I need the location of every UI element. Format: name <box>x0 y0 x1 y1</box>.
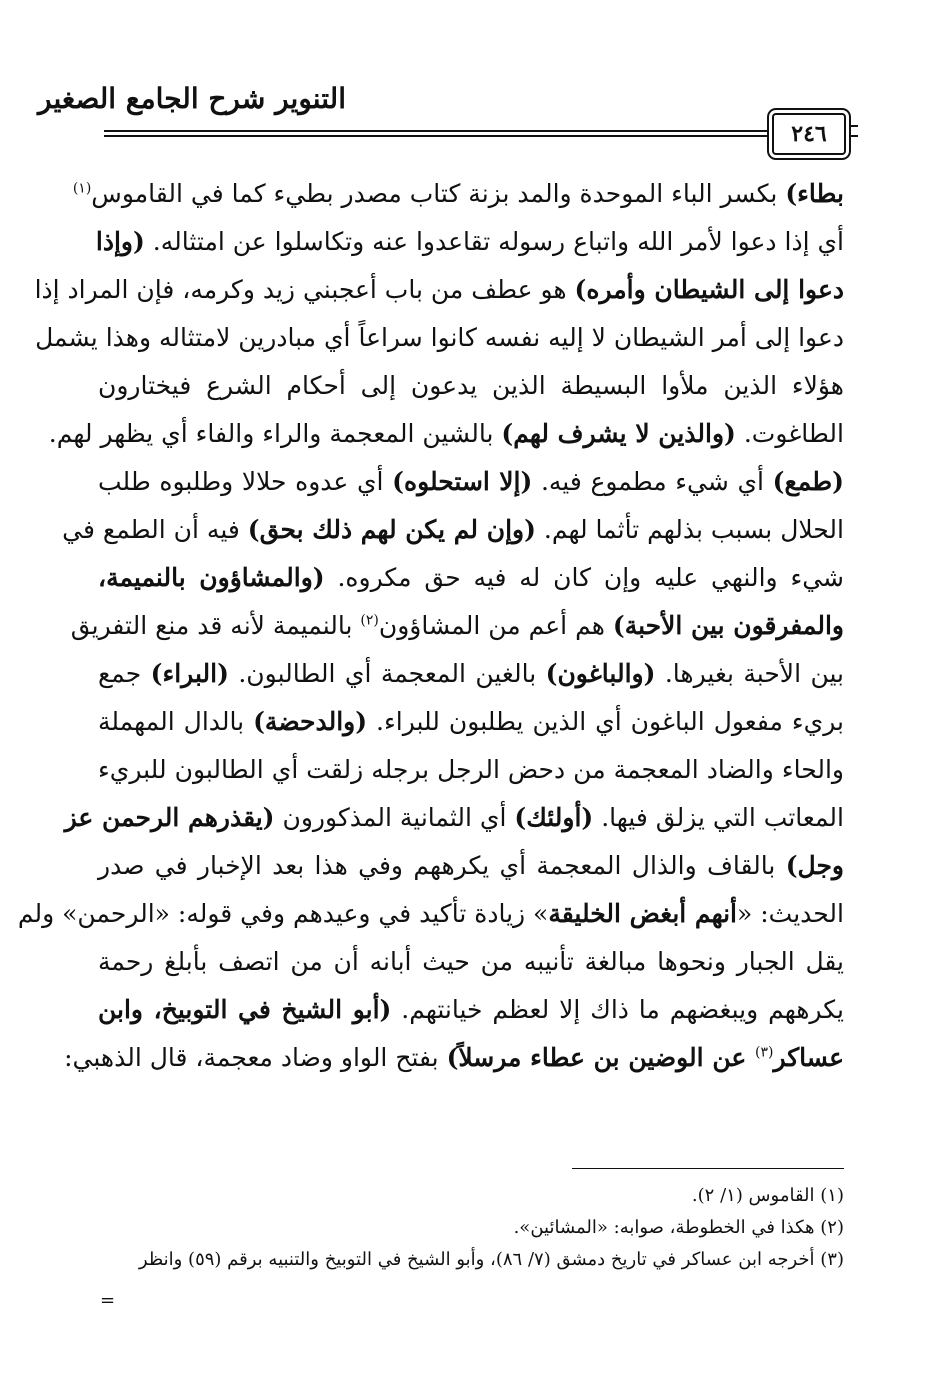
commentary-text: شيء والنهي عليه وإن كان له فيه حق مكروه. <box>324 563 844 592</box>
footnote-ref: (١) <box>72 180 92 197</box>
footnote-separator <box>572 1168 844 1169</box>
commentary-text: يكرههم ويبغضهم ما ذاك إلا لعظم خيانتهم. <box>391 995 844 1024</box>
header-rule <box>104 130 834 137</box>
quoted-hadith-text: (والباغون) <box>545 659 656 688</box>
commentary-text: بين الأحبة بغيرها. <box>655 659 844 688</box>
quoted-hadith-text: (والذين لا يشرف لهم) <box>501 419 736 448</box>
commentary-text: » زيادة تأكيد في وعيدهم وفي قوله: «الرحمن» ولم <box>17 899 549 928</box>
text-line <box>98 938 844 986</box>
commentary-text: بالقاف والذال المعجمة أي يكرههم وفي هذا بعد الإخبار في صدر <box>98 851 786 880</box>
footnote-3: (٣) أخرجه ابن عساكر في تاريخ دمشق (٧/ ٨٦)، وأبو الشيخ في التوبيخ والتنبيه برقم (٥٩) وانظر <box>138 1249 844 1270</box>
commentary-text: جمع <box>98 659 151 688</box>
footnote-2: (٢) هكذا في الخطوطة، صوابه: «المشائين». <box>513 1217 844 1238</box>
commentary-text: دعوا إلى أمر الشيطان لا إليه نفسه كانوا سراعاً أي مبادرين لامتثاله وهذا يشمل <box>35 323 844 352</box>
continuation-mark: = <box>100 1290 116 1311</box>
footnotes <box>98 1180 844 1276</box>
quoted-hadith-text: (وإذا <box>95 227 145 256</box>
commentary-text: الحلال بسبب بذلهم تأثما لهم. <box>535 515 844 544</box>
text-line <box>35 314 844 362</box>
text-line <box>70 602 844 650</box>
text-line <box>98 842 844 890</box>
commentary-text: بكسر الباء الموحدة والمد بزنة كتاب مصدر بطيء كما في القاموس <box>91 179 786 208</box>
quoted-hadith-text: (والمشاؤون بالنميمة، <box>98 563 325 592</box>
footnote-1: (١) القاموس (١/ ٢). <box>691 1185 844 1206</box>
commentary-text: بالدال المهملة <box>98 707 254 736</box>
text-line <box>98 650 844 698</box>
commentary-text: هم أعم من المشاؤون <box>378 611 613 640</box>
footnote-ref: (٣) <box>754 1044 774 1061</box>
commentary-text: أي شيء مطموع فيه. <box>532 467 773 496</box>
commentary-text: أي الثمانية المذكورون <box>274 803 515 832</box>
quoted-hadith-text: والمفرقون بين الأحبة) <box>612 611 844 640</box>
main-text <box>17 170 844 1082</box>
text-line <box>72 170 844 218</box>
page-number: ٢٤٦ <box>772 113 846 155</box>
footnote-ref: (٢) <box>360 612 379 629</box>
quoted-hadith-text: (طمع) <box>772 467 844 496</box>
commentary-text: الطاغوت. <box>735 419 844 448</box>
commentary-text: بفتح الواو وضاد معجمة، قال الذهبي: <box>64 1043 447 1072</box>
quoted-hadith-text: عساكر <box>773 1043 844 1072</box>
commentary-text: المعاتب التي يزلق فيها. <box>593 803 844 832</box>
quoted-hadith-text: دعوا إلى الشيطان وأمره) <box>574 275 844 304</box>
text-line <box>64 794 844 842</box>
text-line <box>34 266 844 314</box>
text-line <box>95 218 844 266</box>
header-tick <box>846 125 858 137</box>
commentary-text: فيه أن الطمع في <box>62 515 248 544</box>
commentary-text: بريء مفعول الباغون أي الذين يطلبون للبراء. <box>367 707 844 736</box>
quoted-hadith-text: أنهم أبغض الخليقة <box>548 899 737 928</box>
text-line <box>98 362 844 410</box>
text-line <box>98 458 844 506</box>
quoted-hadith-text: عن الوضين بن عطاء مرسلاً) <box>446 1043 755 1072</box>
page-title: التنوير شرح الجامع الصغير <box>38 82 346 115</box>
commentary-text: بالغين المعجمة أي الطالبون. <box>228 659 546 688</box>
commentary-text: هؤلاء الذين ملأوا البسيطة الذين يدعون إلى أحكام الشرع فيختارون <box>98 371 844 400</box>
quoted-hadith-text: (وإن لم يكن لهم ذلك بحق) <box>247 515 536 544</box>
text-line <box>17 890 844 938</box>
quoted-hadith-text: (إلا استحلوه) <box>392 467 533 496</box>
quoted-hadith-text: (يقذرهم الرحمن عز <box>64 803 275 832</box>
commentary-text: والحاء والضاد المعجمة من دحض الرجل برجله زلقت أي الطالبون للبريء <box>98 755 844 784</box>
commentary-text: أي عدوه حلالا وطلبوه طلب <box>98 467 393 496</box>
quoted-hadith-text: (البراء) <box>150 659 229 688</box>
text-line <box>98 698 844 746</box>
quoted-hadith-text: (أبو الشيخ في التوبيخ، وابن <box>98 995 392 1024</box>
text-line <box>64 1034 844 1082</box>
quoted-hadith-text: بطاء) <box>785 179 844 208</box>
quoted-hadith-text: (والدحضة) <box>253 707 368 736</box>
commentary-text: أي إذا دعوا لأمر الله واتباع رسوله تقاعدوا عنه وتكاسلوا عن امتثاله. <box>144 227 844 256</box>
text-line <box>98 554 844 602</box>
commentary-text: بالشين المعجمة والراء والفاء أي يظهر لهم. <box>48 419 502 448</box>
commentary-text: هو عطف من باب أعجبني زيد وكرمه، فإن المراد إذا <box>34 275 575 304</box>
text-line <box>98 746 844 794</box>
text-line <box>98 986 844 1034</box>
text-line <box>48 410 844 458</box>
quoted-hadith-text: (أولئك) <box>514 803 594 832</box>
quoted-hadith-text: وجل) <box>785 851 844 880</box>
commentary-text: بالنميمة لأنه قد منع التفريق <box>70 611 361 640</box>
commentary-text: الحديث: « <box>737 899 844 928</box>
text-line <box>62 506 844 554</box>
commentary-text: يقل الجبار ونحوها مبالغة تأنيبه من حيث أبانه أن من اتصف بأبلغ رحمة <box>98 947 844 976</box>
